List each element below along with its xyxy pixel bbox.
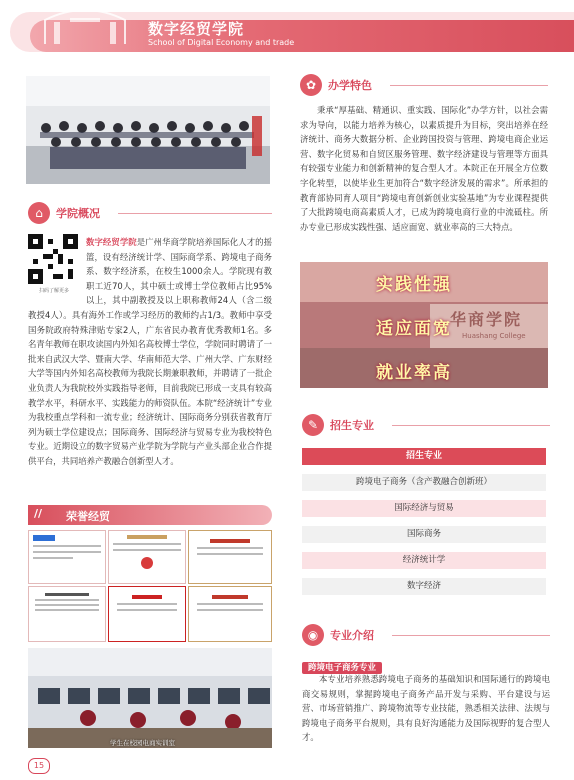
college-title: 数字经贸学院 [148, 20, 245, 38]
college-title-en: School of Digital Economy and trade [148, 38, 295, 47]
intro-major-tag: 跨境电子商务专业 [302, 662, 382, 674]
intro-title: 专业介绍 [330, 629, 374, 642]
campus-sign: 华商学院 [450, 310, 523, 329]
page-header [0, 0, 574, 62]
overview-lead-text: 是广州华商学院培养国际化人才的摇篮，设有经济统计学、国际商学系、跨境电子商务系、数字经济系，在校生1000余人。学院现有教职工近70人，其中硕士或博士学位教师占比95%以上，其中副教授及以上职称教师24人（含二级教授4人）。具有海外工作或学习经历的教师约占1/3。教师中享受国务院政府特殊津贴专家2人，广东省民办教育优秀教师1名。多名青年教师在职攻读国内外知名高校博士学位，学院同时聘请了一批来自武汉大学、暨南大学、华南师范大学、广州大学、广东财经大学等国内外知名高校教师为我院长期兼职教师，并聘请了一批企业负责人为我院校外实践指导老师，目前我院已形成一支具有较高教学水平，科研水平、实践能力的师资队伍。本院“经济统计”专业为我校重点学科和一流专业；经济统计、国际商务分别获省教育厅列为硕士学位建设点；国际商务、国际经济与贸易专业为我校特色专业。近期设立的数字贸易产业学院为学院与产业头部企业合作提供平台，共同培养产教融合创新型人才。 [28, 237, 272, 466]
classroom-photo [28, 648, 272, 748]
overview-title: 学院概况 [56, 207, 100, 220]
major-item: 国际经济与贸易 [302, 500, 546, 517]
campus-gate-illustration [40, 4, 130, 48]
classroom-caption: 学生在校园电商实训室 [110, 739, 175, 747]
overview-heading-rule [118, 213, 272, 214]
certificate-2 [108, 530, 186, 584]
slogan-adaptable: 适应面宽 [376, 319, 452, 339]
features-title: 办学特色 [328, 79, 372, 92]
features-icon: ✿ [300, 74, 322, 96]
honors-title: 荣誉经贸 [66, 510, 110, 523]
overview-icon: ⌂ [28, 202, 50, 224]
qr-caption: 扫码了解更多 [38, 288, 69, 294]
majors-list [302, 448, 546, 608]
certificate-6 [188, 586, 272, 642]
features-heading [300, 74, 548, 96]
overview-heading [28, 202, 272, 224]
slogan-practical: 实践性强 [376, 275, 452, 295]
certificate-4 [28, 586, 106, 642]
honors-heading: // 荣誉经贸 [28, 505, 272, 525]
majors-list-title: 招生专业 [302, 448, 546, 465]
intro-text-block [302, 672, 550, 762]
page-number: 15 [28, 758, 50, 774]
majors-heading-rule [392, 425, 550, 426]
certificate-3 [188, 530, 272, 584]
majors-title: 招生专业 [330, 419, 374, 432]
intro-heading-rule [392, 635, 550, 636]
majors-icon: ✎ [302, 414, 324, 436]
major-item: 国际商务 [302, 526, 546, 543]
major-item: 经济统计学 [302, 552, 546, 569]
slogan-employment: 就业率高 [376, 363, 452, 383]
intro-paragraph: 本专业培养熟悉跨境电子商务的基础知识和国际通行的跨境电商交易规则，掌握跨境电子商务产品开发与采购、平台建设与运营、市场营销推广、跨境物流等专业技能，熟悉相关法律、法规与跨境电子商务平台规则，具有良好沟通能力及国际视野的复合型人才。 [302, 674, 550, 743]
features-paragraph: 秉承“厚基础、精通识、重实践、国际化”办学方针，以社会需求为导向，以能力培养为核心，以素质提升为目标，突出培养在经济统计、商务大数据分析、企业跨国投资与管理、跨境电商企业运营、数字化贸易和自贸区服务管理、数字经济建设与管理等方面具有较强专业能力和创新精神的复合型人才。本院正在开展全方位数字化转型，以使毕业生更加符合“数字经济发展的需求”。所承担的教育部协同育人项目“跨境电育创新创业实验基地”为专业课程提供了大批跨境电商高素质人才，已成为跨境电商行业的中流砥柱。所办专业已形成实践性强、适应面宽、就业率高的三大特点。 [300, 105, 548, 232]
campus-slogan-photo [300, 262, 548, 388]
overview-lead-name: 数字经贸学院 [86, 237, 137, 247]
major-item: 数字经济 [302, 578, 546, 595]
certificate-1 [28, 530, 106, 584]
intro-icon: ◉ [302, 624, 324, 646]
overview-text-block [28, 235, 272, 500]
certificate-5 [108, 586, 186, 642]
intro-heading [302, 624, 550, 646]
features-text-block [300, 103, 548, 255]
faculty-group-photo [26, 76, 270, 184]
campus-sign-en: Huashang College [462, 332, 526, 340]
features-heading-rule [390, 85, 548, 86]
majors-heading [302, 414, 550, 436]
major-item: 跨境电子商务（含产教融合创新班） [302, 474, 546, 491]
